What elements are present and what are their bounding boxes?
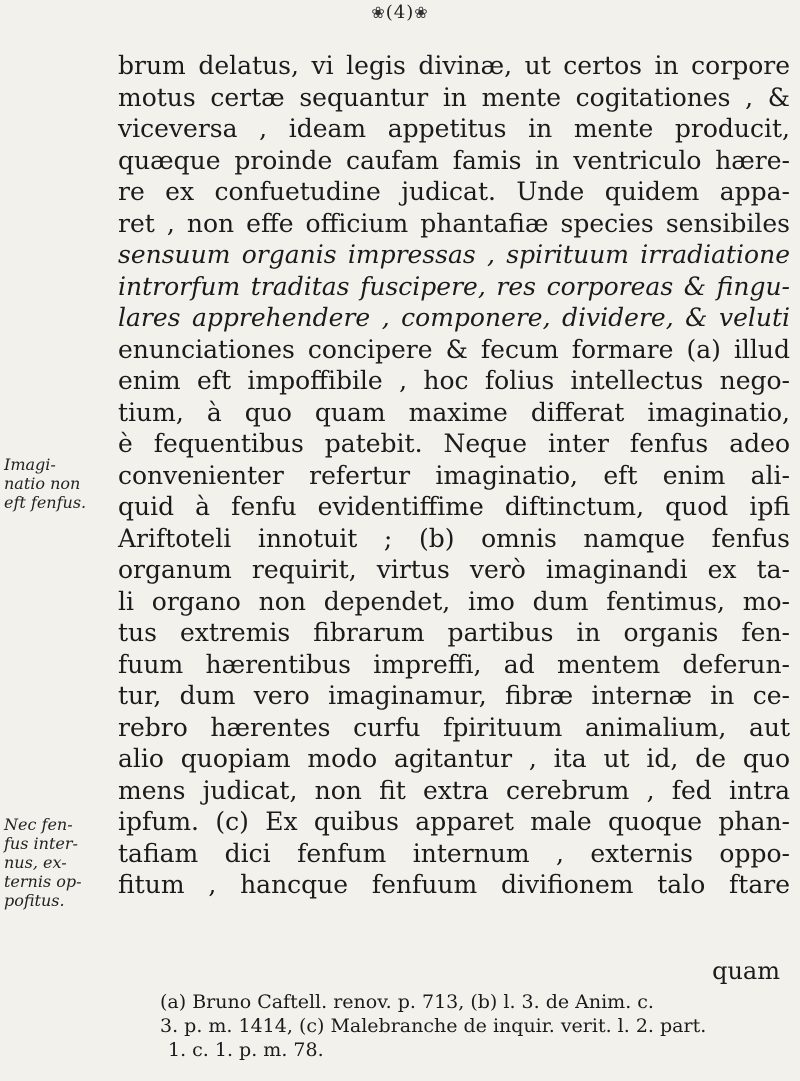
footnote-line: (a) Bruno Caftell. renov. p. 713, (b) l. 3. de Anim. c. [160,991,654,1013]
footnote-line: 1. c. 1. p. m. 78. [168,1039,324,1061]
footnote-line: 3. p. m. 1414, (c) Malebranche de inquir. verit. l. 2. part. [160,1015,707,1037]
margin-note-imaginatio [4,455,116,512]
text-line: enim eft impoffibile , hoc folius intellectus nego- [118,366,790,395]
margin-note-sensus [4,815,116,910]
text-line: ipfum. (c) Ex quibus apparet male quoque phan- [118,807,790,836]
text-line: tur, dum vero imaginamur, fibræ internæ in ce- [118,681,790,710]
text-line: fuum hærentibus impreffi, ad mentem deferun- [118,649,790,679]
page-number: (4) [385,2,415,23]
margin-note-line: pofitus. [4,891,65,910]
margin-note-line: eft fenfus. [4,493,87,512]
text-line: Ariftoteli innotuit ; (b) omnis namque fenfus [118,523,790,553]
text-line: re ex confuetudine judicat. Unde quidem appa- [118,177,790,206]
text-line: organum requirit, virtus verò imaginandi ex ta- [118,555,790,584]
text-line: ret , non effe officium phantafiæ species sensibiles [118,208,790,238]
ornament-right-icon: ❀ [414,3,429,22]
margin-note-line: Imagi- [4,455,56,474]
ornament-left-icon: ❀ [371,3,386,22]
text-line: motus certæ sequantur in mente cogitationes , & [118,82,790,112]
text-line: lares apprehendere , componere, dividere, & veluti [118,303,790,332]
body-text [118,50,790,901]
text-line: convenienter refertur imaginatio, eft enim ali- [118,460,790,490]
text-line: è fequentibus patebit. Neque inter fenfus adeo [118,429,790,458]
margin-note-line: natio non [4,474,81,493]
text-line: quid à fenfu evidentiffime diftinctum, quod ipfi [118,492,790,521]
text-line: fitum , hancque fenfuum divifionem talo ftare [118,870,790,899]
margin-note-line: ternis op- [4,872,82,891]
text-line: enunciationes concipere & fecum formare (a) illud [118,334,790,364]
footnotes [160,990,790,1062]
text-line: alio quopiam modo agitantur , ita ut id, de quo [118,744,790,773]
text-line: brum delatus, vi legis divinæ, ut certos in corpore [118,51,790,80]
text-line: tium, à quo quam maxime differat imaginatio, [118,397,790,427]
text-line: quæque proinde caufam famis in ventriculo hære- [118,145,790,175]
margin-note-line: fus inter- [4,834,78,853]
text-line: sensuum organis impressas , spirituum irradiatione [118,240,790,269]
text-line: rebro hærentes curfu fpirituum animalium, aut [118,712,790,742]
page-header [0,2,800,23]
text-line: viceversa , ideam appetitus in mente producit, [118,114,790,143]
margin-note-line: Nec fen- [4,815,73,834]
text-line: introrfum traditas fuscipere, res corporeas & fingu- [118,271,790,301]
text-line: li organo non dependet, imo dum fentimus, mo- [118,586,790,616]
catchword: quam [712,957,780,985]
text-line: mens judicat, non fit extra cerebrum , fed intra [118,775,790,805]
text-line: tafiam dici fenfum internum , externis oppo- [118,838,790,868]
margin-note-line: nus, ex- [4,853,67,872]
text-line: tus extremis fibrarum partibus in organis fen- [118,618,790,647]
